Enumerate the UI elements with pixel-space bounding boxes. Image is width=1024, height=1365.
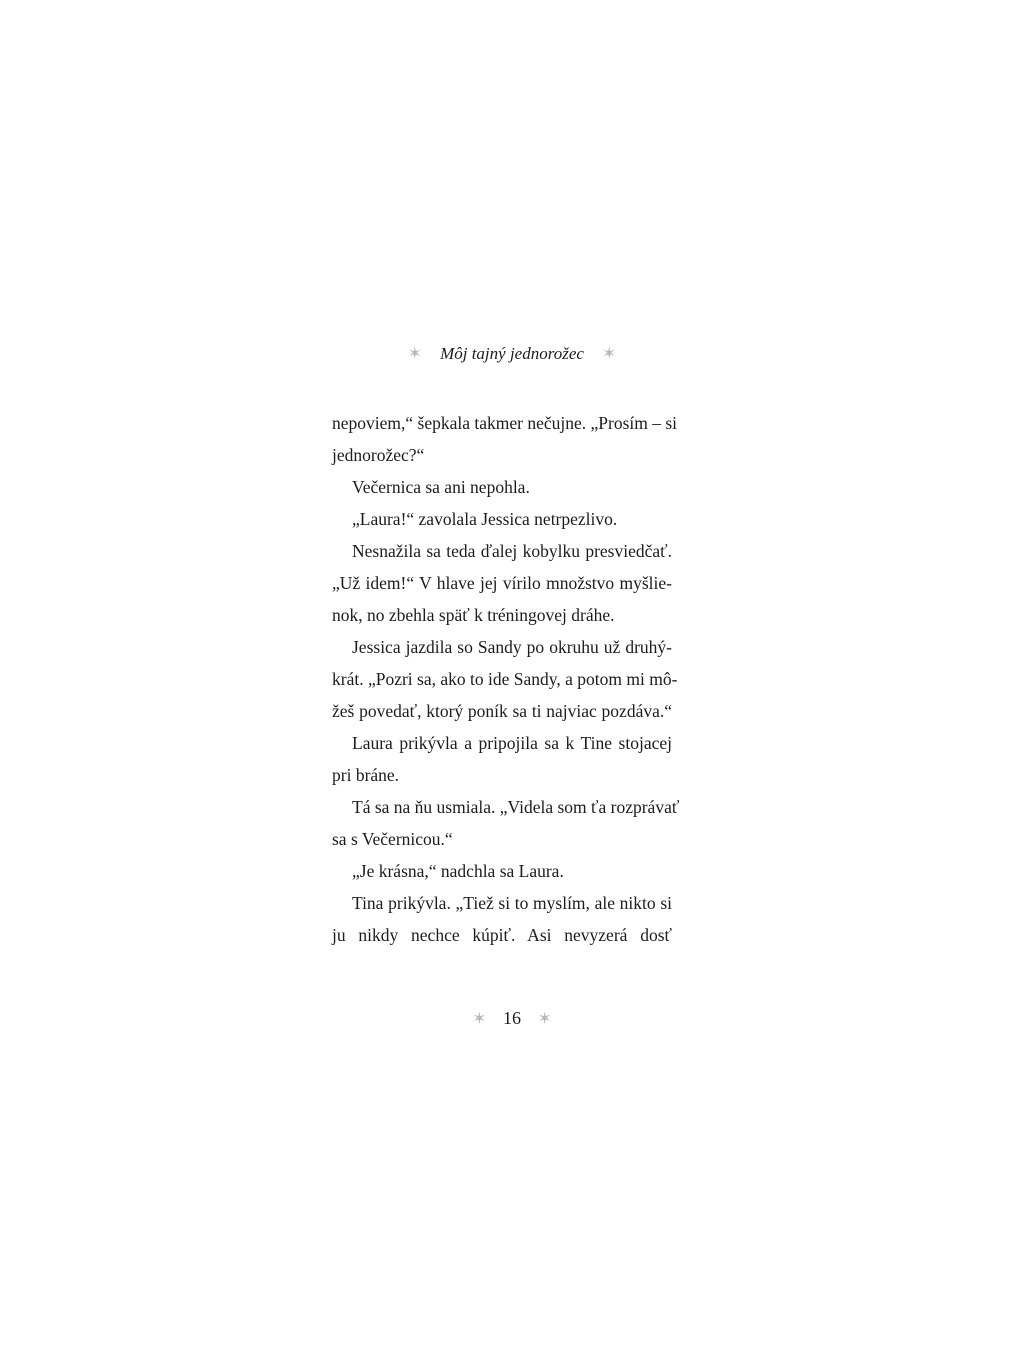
text-line: pri bráne.	[332, 765, 400, 785]
text-line: Laura prikývla a pripojila sa k Tine stojacej	[352, 733, 672, 753]
text-line: „Už idem!“ V hlave jej vírilo množstvo myšlie-	[332, 573, 672, 593]
text-line: krát. „Pozri sa, ako to ide Sandy, a potom mi mô-	[332, 669, 678, 689]
text-line: Večernica sa ani nepohla.	[352, 477, 530, 497]
star-ornament-icon: ✶	[602, 344, 617, 363]
text-line: „Laura!“ zavolala Jessica netrpezlivo.	[352, 509, 618, 529]
text-line: sa s Večernicou.“	[332, 829, 453, 849]
text-line: žeš povedať, ktorý poník sa ti najviac pozdáva.“	[332, 701, 672, 721]
text-line: nepoviem,“ šepkala takmer nečujne. „Prosím – si	[332, 413, 678, 433]
text-line: Nesnažila sa teda ďalej kobylku presviedčať.	[352, 541, 672, 561]
star-ornament-icon: ✶	[407, 344, 422, 363]
text-line: Jessica jazdila so Sandy po okruhu už druhý-	[352, 637, 672, 657]
page-footer	[0, 1006, 1024, 1031]
running-header	[0, 342, 1024, 366]
page-number: 16	[503, 1008, 521, 1028]
text-line: nok, no zbehla späť k tréningovej dráhe.	[332, 605, 615, 625]
body-text	[332, 407, 680, 951]
header-title: Môj tajný jednorožec	[440, 344, 584, 363]
text-line: Tá sa na ňu usmiala. „Videla som ťa rozprávať	[352, 797, 680, 817]
star-ornament-icon: ✶	[472, 1009, 487, 1028]
text-line: Tina prikývla. „Tiež si to myslím, ale nikto si	[352, 893, 672, 913]
star-ornament-icon: ✶	[537, 1009, 552, 1028]
text-line: ju nikdy nechce kúpiť. Asi nevyzerá dosť	[332, 925, 672, 945]
text-line: jednorožec?“	[332, 445, 425, 465]
text-line: „Je krásna,“ nadchla sa Laura.	[352, 861, 564, 881]
